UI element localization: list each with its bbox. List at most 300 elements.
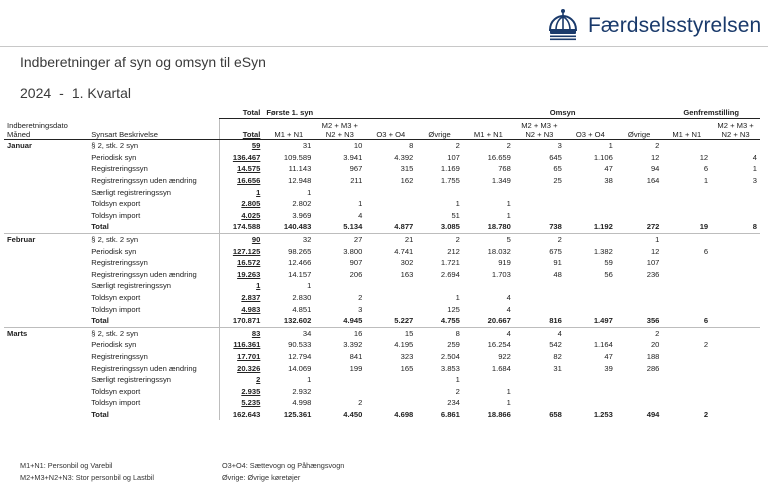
inspection-type: Særligt registreringssyn [88,374,219,386]
cell-value: 65 [553,164,562,174]
cell-value: 3.969 [292,210,312,220]
cell-value: 4 [506,293,511,303]
cell-value [514,374,565,386]
cell-value: 12 [699,152,709,162]
cell-value: 967 [349,164,363,174]
cell-value: 25 [553,176,562,186]
cell-value: 12.466 [288,258,312,268]
cell-value: 2.802 [292,199,312,209]
col-first-m2m3n2n3: M2 + M3 + N2 + N3 [314,119,365,140]
cell-value [711,374,760,386]
cell-value [565,280,616,292]
cell-value [463,186,514,198]
cell-value [662,397,711,409]
row-total: 5.235 [241,398,261,408]
table-row [4,175,760,187]
cell-value [662,140,711,152]
cell-value [514,303,565,315]
cell-value [711,186,760,198]
cell-value [662,280,711,292]
cell-value: 1.721 [440,258,460,268]
cell-value: 199 [349,363,363,373]
table-row [4,210,760,222]
cell-value: 15 [365,327,416,339]
cell-value [711,140,760,152]
cell-value: 2 [616,327,663,339]
cell-value: 48 [553,269,562,279]
cell-value [616,186,663,198]
cell-value: 3 [557,141,562,151]
total-value: 19 [699,222,709,232]
cell-value [662,257,711,269]
total-label: Total [88,315,219,327]
inspection-type: Toldsyn import [88,210,219,222]
cell-value: 1 [506,386,511,396]
cell-value [365,374,416,386]
cell-value: 1.349 [491,176,511,186]
table-row [4,280,760,292]
cell-value [365,198,416,210]
cell-value [711,351,760,363]
report-year: 2024 [20,85,52,101]
cell-value: 3 [752,176,757,186]
legend-o3o4: O3+O4: Sættevogn og Påhængsvogn [222,461,345,470]
table-row [4,245,760,257]
cell-value [514,280,565,292]
cell-value [565,186,616,198]
cell-value: 188 [646,351,660,361]
cell-value [365,292,416,304]
table-row [4,198,760,210]
cell-value: 1 [358,199,363,209]
cell-value [616,385,663,397]
cell-value: 164 [646,176,660,186]
row-total: 90 [219,233,263,245]
cell-value: 163 [400,269,414,279]
row-total: 16.572 [237,258,261,268]
cell-value [711,362,760,374]
cell-value: 21 [365,233,416,245]
cell-value [365,280,416,292]
cell-value: 20 [650,340,660,350]
cell-value: 1 [455,199,460,209]
month-label: Marts [4,327,88,420]
table-row [4,362,760,374]
col-omsyn-m1n1: M1 + N1 [463,119,514,140]
cell-value: 4 [514,327,565,339]
inspection-type: Registreringssyn uden ændring [88,269,219,281]
row-total: 14.575 [237,164,261,174]
cell-value [565,397,616,409]
report-period [20,85,131,101]
cell-value [662,351,711,363]
cell-value: 1.169 [440,164,460,174]
cell-value [662,385,711,397]
cell-value: 27 [314,233,365,245]
cell-value: 12 [650,152,660,162]
cell-value [662,198,711,210]
cell-value [711,198,760,210]
inspection-type: Periodisk syn [88,339,219,351]
cell-value [365,397,416,409]
inspection-type: Registreringssyn uden ændring [88,362,219,374]
cell-value: 14.157 [288,269,312,279]
cell-value [662,210,711,222]
total-value: 4.945 [343,316,363,326]
cell-value: 1 [455,293,460,303]
cell-value: 841 [349,351,363,361]
total-value: 140.483 [283,222,312,232]
cell-value: 94 [650,164,660,174]
total-value: 816 [549,316,562,326]
cell-value: 4.195 [394,340,414,350]
col-first-ovrige: Øvrige [416,119,463,140]
col-gen-m2m3n2n3: M2 + M3 + N2 + N3 [711,119,760,140]
cell-value: 56 [604,269,613,279]
cell-value [565,210,616,222]
cell-value: 1 [307,187,312,197]
total-value: 1.192 [593,222,613,232]
total-value: 1.497 [593,316,613,326]
cell-value: 212 [447,246,460,256]
row-total: 116.361 [233,340,261,350]
total-value: 738 [549,222,562,232]
cell-value: 4 [752,152,757,162]
col-first-o3o4: O3 + O4 [365,119,416,140]
cell-value [616,210,663,222]
table-row [4,385,760,397]
cell-value: 59 [604,258,613,268]
column-header-row [4,119,760,140]
row-total: 2.935 [241,386,261,396]
cell-value: 6 [703,246,709,256]
cell-value: 323 [400,351,414,361]
cell-value: 31 [553,363,562,373]
cell-value [365,385,416,397]
col-first-m1n1: M1 + N1 [263,119,314,140]
total-value: 5.227 [394,316,414,326]
cell-value [616,292,663,304]
cell-value: 768 [498,164,511,174]
cell-value [565,374,616,386]
total-value: 132.602 [283,316,312,326]
cell-value: 3.392 [343,340,363,350]
cell-value [314,280,365,292]
table-body [4,140,760,421]
cell-value: 2 [455,386,460,396]
total-value: 3.085 [440,222,460,232]
cell-value [711,385,760,397]
cell-value [514,385,565,397]
cell-value [711,303,760,315]
inspection-type: Særligt registreringssyn [88,280,219,292]
cell-value: 645 [549,152,562,162]
cell-value: 1.106 [593,152,613,162]
cell-value: 1.703 [491,269,511,279]
table-row [4,327,760,339]
cell-value: 2.830 [292,293,312,303]
row-total: 136.467 [232,152,261,162]
cell-value [711,339,760,351]
brand-name: Færdselsstyrelsen [588,14,762,37]
cell-value [662,362,711,374]
cell-value: 162 [400,176,414,186]
cell-value: 38 [604,176,613,186]
footer-legend-right [222,460,344,484]
cell-value [662,374,711,386]
cell-value [711,210,760,222]
cell-value [662,303,711,315]
cell-value: 1 [608,141,613,151]
cell-value: 31 [302,141,312,151]
cell-value [514,292,565,304]
cell-value [662,186,711,198]
cell-value: 2 [358,398,363,408]
header-divider [0,46,768,47]
row-total: 2.805 [241,199,261,209]
cell-value: 6 [703,164,709,174]
crown-icon [546,8,580,44]
cell-value: 8 [416,327,463,339]
cell-value: 211 [350,176,363,186]
total-value: 5.134 [343,222,363,232]
cell-value: 1 [506,210,511,220]
total-value: 272 [646,222,660,232]
cell-value [616,280,663,292]
row-total: 1 [256,281,261,291]
cell-value [711,245,760,257]
inspection-type: Registreringssyn uden ændring [88,175,219,187]
cell-value: 286 [646,363,660,373]
inspection-type: § 2, stk. 2 syn [88,327,219,339]
row-total: 83 [219,327,263,339]
cell-value [365,303,416,315]
cell-value: 2 [358,293,363,303]
cell-value: 2 [455,141,460,151]
cell-value: 51 [451,210,460,220]
total-value: 6 [703,316,709,326]
table-row [4,233,760,245]
brand-logo [546,8,761,44]
cell-value: 14.069 [288,363,312,373]
cell-value: 3 [358,304,363,314]
cell-value [616,397,663,409]
table-row [4,152,760,164]
page-title: Indberetninger af syn og omsyn til eSyn [20,54,266,70]
cell-value: 4.741 [394,246,414,256]
cell-value [365,210,416,222]
cell-value: 107 [646,258,660,268]
total-value: 162.643 [232,409,261,419]
cell-value: 4 [463,327,514,339]
cell-value: 4.998 [292,398,312,408]
total-value: 6.861 [440,409,460,419]
month-label: Januar [7,141,32,150]
cell-value: 12.794 [288,351,312,361]
inspection-type: Periodisk syn [88,152,219,164]
row-total: 4.025 [241,210,261,220]
inspection-type: Særligt registreringssyn [88,186,219,198]
cell-value: 2 [703,340,709,350]
inspection-type: Toldsyn export [88,198,219,210]
cell-value: 125 [447,304,460,314]
total-value: 2 [703,409,709,419]
cell-value: 18.032 [487,246,511,256]
cell-value [514,397,565,409]
table-row [4,351,760,363]
row-total: 20.326 [237,363,261,373]
cell-value: 922 [498,351,511,361]
col-omsyn-ovrige: Øvrige [616,119,663,140]
cell-value: 3.800 [343,246,363,256]
inspection-type: Registreringssyn [88,257,219,269]
cell-value [662,327,711,339]
total-value: 4.698 [394,409,414,419]
cell-value: 236 [646,269,660,279]
month-total-row [4,315,760,327]
cell-value [416,280,463,292]
table-row [4,303,760,315]
month-total-row [4,409,760,421]
total-value [711,315,760,327]
cell-value: 16.254 [487,340,511,350]
table-row [4,292,760,304]
total-value: 1.253 [593,409,613,419]
cell-value: 5 [463,233,514,245]
group-total: Total [219,107,263,119]
cell-value: 2 [416,233,463,245]
cell-value: 206 [349,269,363,279]
row-total: 2 [256,375,261,385]
cell-value: 3.941 [343,152,363,162]
cell-value: 34 [263,327,314,339]
legend-ovrige: Øvrige: Øvrige køretøjer [222,473,301,482]
cell-value: 1.382 [593,246,613,256]
cell-value [616,198,663,210]
table-row [4,186,760,198]
group-header-row [4,107,760,119]
cell-value: 16 [314,327,365,339]
inspection-type: Toldsyn import [88,397,219,409]
inspection-type: § 2, stk. 2 syn [88,140,219,152]
cell-value: 107 [447,152,460,162]
total-value: 174.588 [232,222,261,232]
col-omsyn-o3o4: O3 + O4 [565,119,616,140]
cell-value: 259 [447,340,460,350]
inspection-type: § 2, stk. 2 syn [88,233,219,245]
cell-value [565,292,616,304]
cell-value: 1.755 [440,176,460,186]
cell-value: 47 [604,351,613,361]
cell-value [565,303,616,315]
group-genfremstilling: Genfremstilling [662,107,760,119]
cell-value [662,292,711,304]
month-total-row [4,221,760,233]
cell-value [565,385,616,397]
cell-value [463,374,514,386]
cell-value [711,397,760,409]
total-label: Total [88,409,219,421]
total-value [711,409,760,421]
cell-value: 2 [514,233,565,245]
cell-value [711,292,760,304]
total-value: 18.780 [487,222,511,232]
table-row [4,397,760,409]
cell-value [565,233,616,245]
cell-value [365,186,416,198]
cell-value: 47 [604,164,613,174]
legend-m2m3n2n3: M2+M3+N2+N3: Stor personbil og Lastbil [20,473,155,482]
row-total: 17.701 [237,351,261,361]
cell-value: 1 [616,233,663,245]
cell-value: 4.851 [292,304,312,314]
total-value: 170.871 [232,316,261,326]
col-omsyn-m2m3n2n3: M2 + M3 + N2 + N3 [514,119,565,140]
total-value: 356 [646,316,660,326]
report-quarter: 1. Kvartal [71,85,131,101]
cell-value: 1 [307,281,312,291]
cell-value [514,198,565,210]
cell-value: 11.143 [288,164,312,174]
total-value: 4.755 [440,316,460,326]
row-total: 4.983 [241,304,261,314]
table-row [4,269,760,281]
table-row [4,339,760,351]
cell-value: 315 [400,164,414,174]
table-row [4,163,760,175]
cell-value: 32 [263,233,314,245]
cell-value: 90.533 [288,340,312,350]
cell-value [616,303,663,315]
cell-value: 98.265 [288,246,312,256]
total-label: Total [88,221,219,233]
cell-value: 542 [549,340,562,350]
total-value: 8 [752,222,757,232]
cell-value: 907 [349,258,363,268]
cell-value: 39 [604,363,613,373]
cell-value: 2.694 [440,269,460,279]
cell-value: 16.659 [487,152,511,162]
total-value: 18.866 [487,409,511,419]
total-value: 20.667 [487,316,511,326]
total-value: 494 [646,409,660,419]
cell-value: 10 [353,141,363,151]
total-value: 658 [549,409,562,419]
cell-value: 165 [400,363,414,373]
cell-value: 2.932 [292,386,312,396]
cell-value: 1 [455,375,460,385]
cell-value [616,374,663,386]
cell-value [514,186,565,198]
inspection-type: Registreringssyn [88,163,219,175]
row-total: 59 [251,141,261,151]
cell-value [314,374,365,386]
col-gen-m1n1: M1 + N1 [662,119,711,140]
cell-value [565,327,616,339]
col-total: Total [219,119,263,140]
inspection-type: Periodisk syn [88,245,219,257]
cell-value [711,233,760,245]
cell-value [711,327,760,339]
cell-value: 91 [553,258,562,268]
cell-value [711,280,760,292]
cell-value: 8 [409,141,414,151]
group-omsyn: Omsyn [463,107,663,119]
row-total: 127.125 [232,246,261,256]
cell-value [662,233,711,245]
cell-value [514,210,565,222]
total-value: 4.877 [394,222,414,232]
